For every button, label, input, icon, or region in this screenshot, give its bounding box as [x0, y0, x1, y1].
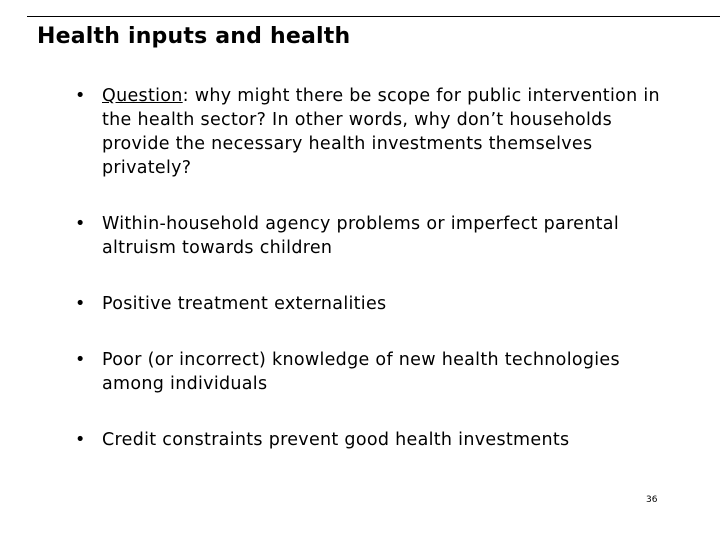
- bullet-item-question: [75, 84, 675, 180]
- bullet-list: [75, 84, 675, 452]
- title-divider: [27, 16, 720, 17]
- bullet-dot-icon: •: [75, 294, 86, 314]
- slide-title: Health inputs and health: [37, 24, 351, 49]
- page-number: 36: [646, 495, 658, 505]
- bullet-dot-icon: •: [75, 350, 86, 370]
- bullet-item-credit-constraints: [75, 428, 675, 452]
- bullet-text: Poor (or incorrect) knowledge of new health technologies among individuals: [102, 350, 620, 394]
- bullet-dot-icon: •: [75, 214, 86, 234]
- bullet-dot-icon: •: [75, 430, 86, 450]
- bullet-text: Positive treatment externalities: [102, 294, 387, 314]
- bullet-item-agency-problems: [75, 212, 675, 260]
- bullet-text: Credit constraints prevent good health investments: [102, 430, 570, 450]
- bullet-text: : why might there be scope for public intervention in the health sector? In other words, why don’t households provide the necessary health investments themselves privately?: [102, 86, 660, 178]
- bullet-text: Within-household agency problems or imperfect parental altruism towards children: [102, 214, 619, 258]
- question-label: Question: [102, 86, 183, 106]
- bullet-item-externalities: [75, 292, 675, 316]
- bullet-item-knowledge: [75, 348, 675, 396]
- bullet-dot-icon: •: [75, 86, 86, 106]
